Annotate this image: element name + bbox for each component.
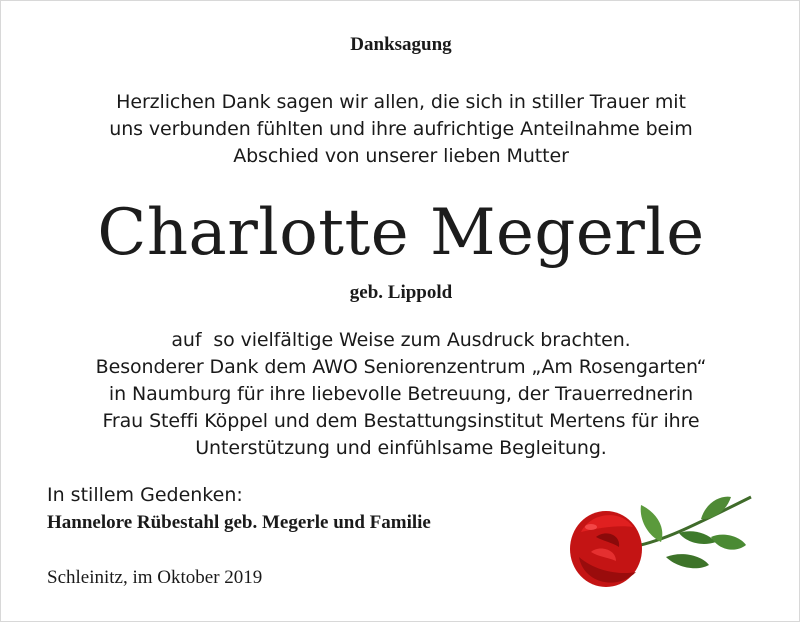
intro-text xyxy=(1,89,800,170)
maiden-name: geb. Lippold xyxy=(349,282,453,303)
thanks-line: auf so vielfältige Weise zum Ausdruck brachten. xyxy=(171,329,631,351)
intro-line: Abschied von unserer lieben Mutter xyxy=(233,145,569,167)
thanks-line: Unterstützung und einfühlsame Begleitung. xyxy=(195,437,607,459)
thanks-line: Frau Steffi Köppel und dem Bestattungsinstitut Mertens für ihre xyxy=(102,410,700,432)
memory-line: In stillem Gedenken: xyxy=(47,484,243,506)
notice-heading: Danksagung xyxy=(350,34,452,55)
deceased-name: Charlotte Megerle xyxy=(97,196,705,270)
intro-line: Herzlichen Dank sagen wir allen, die sich in stiller Trauer mit xyxy=(116,91,686,113)
red-rose-icon xyxy=(561,487,761,607)
thanks-line: Besonderer Dank dem AWO Seniorenzentrum „Am Rosengarten“ xyxy=(95,356,707,378)
intro-line: uns verbunden fühlten und ihre aufrichtige Anteilnahme beim xyxy=(109,118,693,140)
family-signature: Hannelore Rübestahl geb. Megerle und Familie xyxy=(47,512,431,533)
thanks-line: in Naumburg für ihre liebevolle Betreuung, der Trauerrednerin xyxy=(108,383,694,405)
thanks-text xyxy=(1,327,800,462)
place-date: Schleinitz, im Oktober 2019 xyxy=(47,567,263,588)
